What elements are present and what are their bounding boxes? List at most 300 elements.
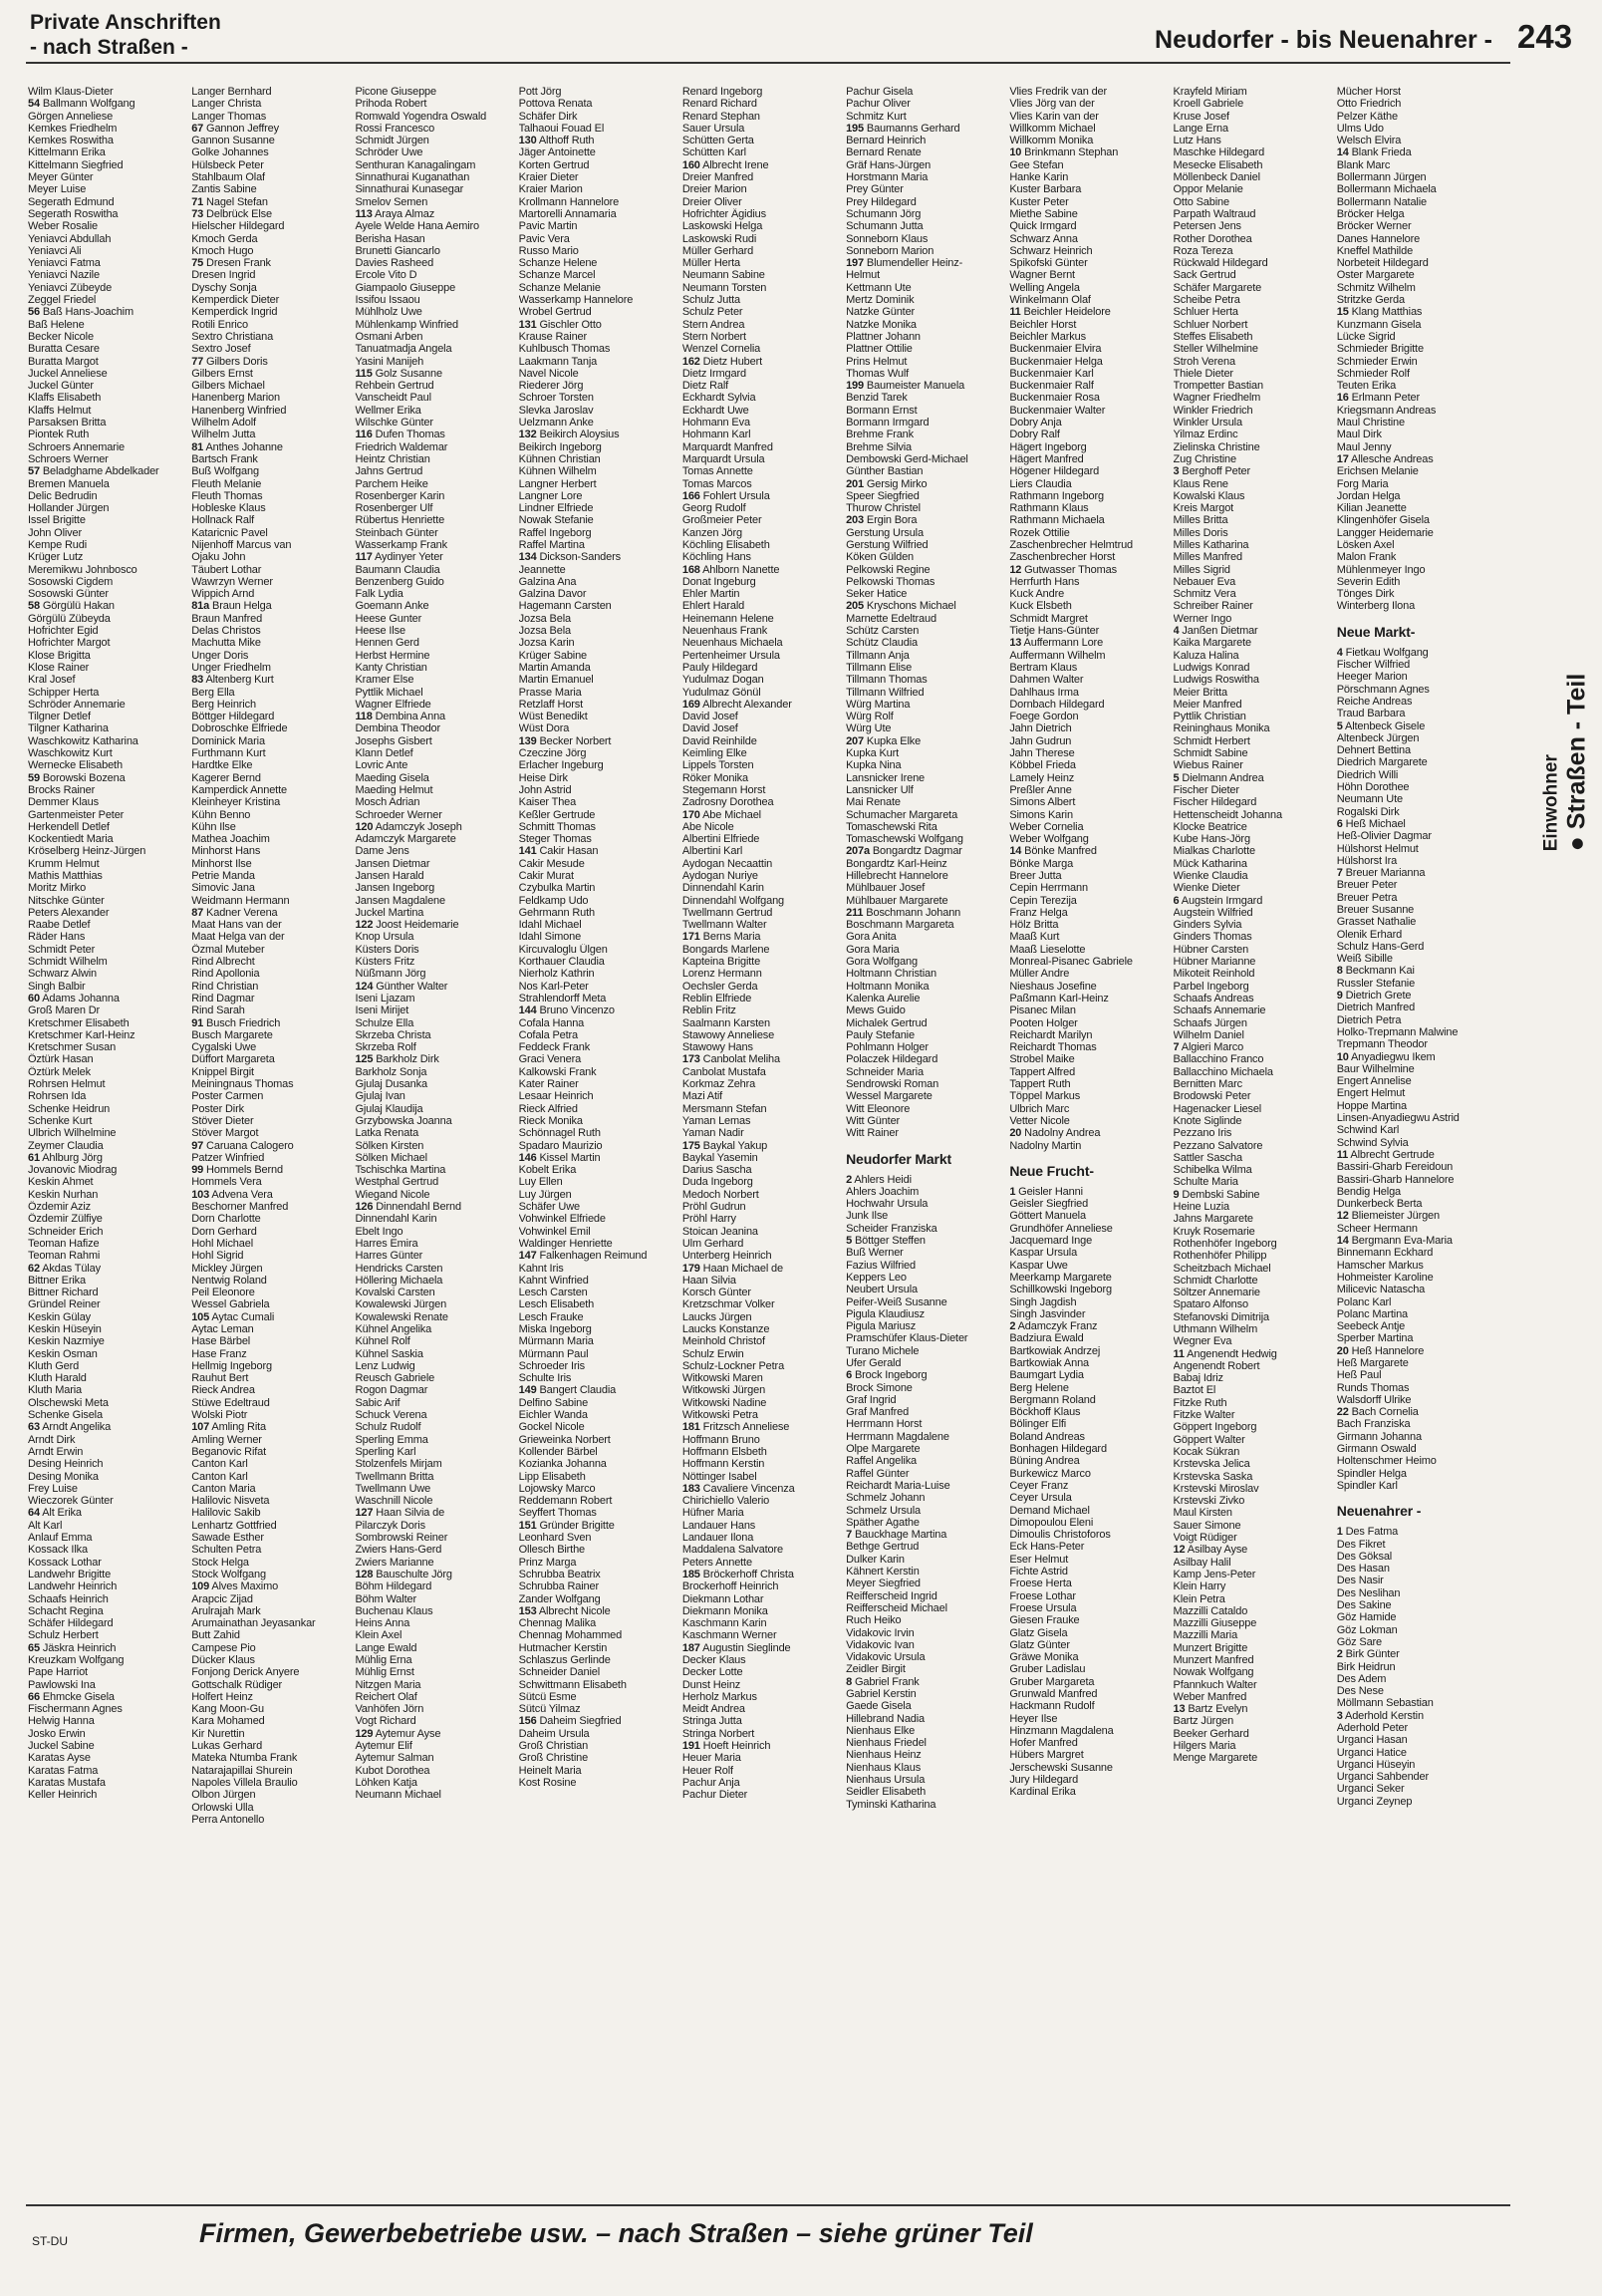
resident-entry: Bernitten Marc — [1173, 1078, 1242, 1091]
resident-entry: Gehrmann Ruth — [518, 906, 595, 919]
resident-entry: Kube Hans-Jörg — [1173, 833, 1250, 846]
resident-entry: Landauer Ilona — [681, 1532, 754, 1545]
house-number: 134 — [518, 551, 537, 564]
resident-entry: Schmidt Jürgen — [355, 135, 429, 147]
resident-entry: Dietz Irmgard — [681, 367, 746, 380]
resident-entry: Diekmann Lothar — [681, 1592, 764, 1605]
resident-entry: Pawlowski Ina — [28, 1678, 96, 1691]
resident-entry: Mathea Joachim — [191, 833, 270, 846]
resident-entry: Ruch Heiko — [846, 1614, 902, 1627]
resident-entry: Parsaksen Britta — [28, 417, 107, 430]
resident-entry: Öztürk Melek — [28, 1065, 91, 1078]
resident-entry: Langer Thomas — [191, 110, 267, 123]
resident-entry: Keßler Gertrude — [518, 808, 596, 821]
resident-entry: Pooten Holger — [1009, 1016, 1078, 1029]
resident-entry: Vidakovic Irvin — [846, 1626, 915, 1639]
resident-entry: Hillebrand Nadia — [846, 1712, 926, 1725]
resident-entry: Wiebus Rainer — [1173, 759, 1243, 772]
resident-entry: Hohmann Karl — [681, 429, 751, 441]
resident-entry: Klocke Beatrice — [1173, 820, 1247, 833]
resident-entry: Böckhoff Klaus — [1009, 1406, 1081, 1419]
house-number: 54 — [28, 98, 40, 111]
resident-entry: Eck Hans-Peter — [1009, 1541, 1085, 1554]
resident-entry: Brehme Frank — [846, 429, 914, 441]
resident-entry: Wenzel Cornelia — [681, 343, 761, 356]
resident-entry: Hoffmann Kerstin — [681, 1458, 765, 1471]
resident-entry: Severin Edith — [1336, 575, 1401, 588]
resident-entry: Twellmann Uwe — [355, 1482, 431, 1495]
resident-entry: Meerkamp Margarete — [1009, 1271, 1112, 1284]
resident-entry: Stegemann Horst — [681, 783, 766, 796]
resident-entry: 107 Amling Rita — [191, 1421, 267, 1434]
resident-entry: Kneffel Mathilde — [1336, 244, 1414, 257]
resident-entry: Nitzgen Maria — [355, 1678, 421, 1691]
resident-entry: Mikoteit Reinhold — [1173, 968, 1255, 981]
resident-entry: Arndt Erwin — [28, 1445, 84, 1458]
resident-entry: Hanenberg Winfried — [191, 404, 287, 417]
resident-entry: Kamp Jens-Peter — [1173, 1568, 1256, 1580]
resident-entry: Vetter Nicole — [1009, 1114, 1070, 1127]
resident-entry: Nowak Wolfgang — [1173, 1666, 1254, 1679]
resident-entry: Menge Margarete — [1173, 1752, 1258, 1765]
house-number: 11 — [1336, 1148, 1349, 1161]
resident-entry: Keller Heinrich — [28, 1789, 98, 1802]
resident-entry: Korkmaz Zehra — [681, 1078, 756, 1091]
resident-entry: Pelzer Käthe — [1336, 110, 1398, 123]
resident-entry: Ehlert Harald — [681, 600, 745, 613]
resident-entry: Seebeck Antje — [1336, 1320, 1406, 1333]
resident-entry: Krstevska Jelica — [1173, 1458, 1250, 1471]
resident-entry: Twellmann Walter — [681, 919, 767, 932]
resident-entry: Keimling Elke — [681, 747, 747, 760]
street-heading: Neuenahrer - — [1336, 1503, 1422, 1520]
resident-entry: Peters Alexander — [28, 906, 110, 919]
resident-entry: Chennag Malika — [518, 1617, 597, 1630]
resident-entry: 4 Fietkau Wolfgang — [1336, 646, 1429, 659]
resident-entry: Kroell Gabriele — [1173, 98, 1244, 111]
resident-entry: Juckel Günter — [28, 380, 94, 393]
resident-entry: Schmidt Wilhelm — [28, 956, 108, 969]
resident-entry: Mertz Dominik — [846, 294, 915, 307]
resident-entry: Hommels Vera — [191, 1176, 262, 1189]
resident-entry: Bittner Erika — [28, 1274, 86, 1287]
resident-entry: Stroh Verena — [1173, 355, 1235, 368]
resident-entry: Witt Eleonore — [846, 1102, 911, 1115]
resident-entry: Oechsler Gerda — [681, 980, 758, 993]
resident-entry: Hamscher Markus — [1336, 1259, 1424, 1272]
resident-entry: Weber Manfred — [1173, 1690, 1247, 1703]
resident-entry: Jansen Dietmar — [355, 857, 430, 870]
resident-entry: Voigt Rüdiger — [1173, 1532, 1237, 1545]
resident-entry: Zeymer Claudia — [28, 1139, 104, 1152]
resident-entry: Kruyk Rosemarie — [1173, 1225, 1255, 1238]
resident-entry: Simons Albert — [1009, 796, 1076, 809]
resident-entry: Breuer Peter — [1336, 879, 1398, 892]
resident-entry: Gruber Margareta — [1009, 1675, 1095, 1688]
resident-entry: Lösken Axel — [1336, 538, 1395, 551]
resident-entry: Nöttinger Isabel — [681, 1470, 757, 1483]
resident-entry: Georg Rudolf — [681, 502, 746, 515]
resident-entry: Glatz Gisela — [1009, 1626, 1068, 1639]
resident-entry: Schroers Werner — [28, 452, 109, 465]
resident-entry: Hohmeister Karoline — [1336, 1271, 1434, 1284]
resident-entry: Schumann Jutta — [846, 220, 924, 233]
resident-entry: Fischer Wilfried — [1336, 659, 1411, 672]
resident-entry: 65 Jäskra Heinrich — [28, 1641, 117, 1654]
resident-entry: Ulm Gerhard — [681, 1237, 744, 1250]
resident-entry: Krstevski Miroslav — [1173, 1482, 1259, 1495]
resident-entry: Teoman Rahmi — [28, 1250, 101, 1263]
resident-entry: Schulz Peter — [681, 306, 743, 319]
house-number: 197 — [846, 257, 864, 270]
resident-entry: Saalmann Karsten — [681, 1016, 770, 1029]
house-number: 16 — [1336, 392, 1349, 405]
resident-entry: 97 Caruana Calogero — [191, 1139, 294, 1152]
resident-entry: Schumacher Margareta — [846, 808, 958, 821]
resident-entry: Gottschalk Rüdiger — [191, 1678, 283, 1691]
resident-entry: Trompetter Bastian — [1173, 380, 1263, 393]
resident-entry: Olschewski Meta — [28, 1396, 109, 1409]
resident-entry: Nos Karl-Peter — [518, 980, 589, 993]
resident-entry: Böhm Walter — [355, 1592, 416, 1605]
resident-entry: Böttger Hildegard — [191, 711, 275, 723]
resident-entry: Heß-Olivier Dagmar — [1336, 830, 1432, 843]
resident-entry: 175 Baykal Yakup — [681, 1139, 768, 1152]
resident-entry: Pottova Renata — [518, 98, 593, 111]
resident-entry: 162 Dietz Hubert — [681, 355, 763, 368]
resident-entry: Schluer Herta — [1173, 306, 1238, 319]
resident-entry: Alt Karl — [28, 1519, 63, 1532]
resident-entry: Büning Andrea — [1009, 1455, 1080, 1468]
resident-entry: Langner Lore — [518, 489, 583, 502]
resident-entry: Lansnicker Irene — [846, 771, 926, 784]
resident-entry: Rückwald Hildegard — [1173, 257, 1268, 270]
resident-entry: Singh Jasvinder — [1009, 1307, 1086, 1320]
resident-entry: Jahn Therese — [1009, 747, 1075, 760]
resident-entry: Raabe Detlef — [28, 919, 91, 932]
resident-entry: Hofer Manfred — [1009, 1737, 1078, 1750]
resident-entry: Ceyer Ursula — [1009, 1492, 1072, 1505]
resident-entry: Mühlbauer Margarete — [846, 894, 948, 907]
resident-entry: 149 Bangert Claudia — [518, 1384, 617, 1397]
resident-entry: Heeger Marion — [1336, 671, 1408, 684]
resident-entry: Wagner Friedhelm — [1173, 392, 1261, 405]
resident-entry: 7 Breuer Marianna — [1336, 867, 1426, 880]
resident-entry: Kater Rainer — [518, 1078, 579, 1091]
resident-entry: Cofala Petra — [518, 1028, 579, 1041]
resident-entry: Bartz Jürgen — [1173, 1715, 1234, 1728]
resident-entry: Helmut — [846, 269, 881, 282]
resident-entry: Sabic Arif — [355, 1396, 400, 1409]
resident-entry: Krayfeld Miriam — [1173, 86, 1247, 98]
resident-entry: Maul Christine — [1336, 417, 1405, 430]
resident-entry: Oster Margarete — [1336, 269, 1415, 282]
resident-entry: Zaschenbrecher Helmtrud — [1009, 538, 1134, 551]
resident-entry: Meyer Siegfried — [846, 1578, 921, 1590]
resident-entry: Rieck Alfried — [518, 1102, 578, 1115]
resident-entry: Machutta Mike — [191, 637, 261, 650]
resident-entry: Holko-Trepmann Malwine — [1336, 1025, 1459, 1038]
resident-entry: Heß Paul — [1336, 1369, 1382, 1382]
resident-entry: Dobry Anja — [1009, 417, 1062, 430]
resident-entry: Martin Emanuel — [518, 674, 594, 687]
resident-entry: Rothenhöfer Philipp — [1173, 1250, 1267, 1263]
resident-entry: Chirichiello Valerio — [681, 1495, 770, 1508]
resident-entry: Quick Irmgard — [1009, 220, 1077, 233]
resident-entry: Graf Manfred — [846, 1406, 910, 1419]
house-number: 6 — [846, 1369, 853, 1382]
resident-entry: Kühn Ilse — [191, 820, 236, 833]
resident-entry: David Josef — [681, 711, 738, 723]
resident-entry: Sattler Sascha — [1173, 1151, 1242, 1164]
resident-entry: Butt Zahid — [191, 1629, 240, 1642]
resident-entry: Erichsen Melanie — [1336, 465, 1419, 478]
resident-entry: Jansen Ingeborg — [355, 882, 435, 895]
resident-entry: Kähnert Kerstin — [846, 1566, 920, 1578]
resident-entry: Höllering Michaela — [355, 1274, 443, 1287]
house-number: 117 — [355, 551, 373, 564]
resident-entry: Kaschmann Werner — [681, 1629, 777, 1642]
resident-entry: Otto Sabine — [1173, 195, 1229, 208]
resident-entry: Navel Nicole — [518, 367, 579, 380]
resident-entry: Schmieder Brigitte — [1336, 343, 1424, 356]
house-number: 162 — [681, 355, 700, 368]
resident-entry: Schrubba Beatrix — [518, 1568, 601, 1580]
resident-entry: Juckel Martina — [355, 906, 424, 919]
resident-entry: Heinemann Helene — [681, 612, 774, 625]
resident-entry: Bongardtz Karl-Heinz — [846, 857, 947, 870]
resident-entry: Uthmann Wilhelm — [1173, 1322, 1258, 1335]
resident-entry: Pigula Klaudiusz — [846, 1307, 926, 1320]
resident-entry: 9 Dietrich Grete — [1336, 990, 1412, 1003]
resident-entry: Witt Rainer — [846, 1127, 899, 1140]
resident-entry: David Reinhilde — [681, 734, 757, 747]
resident-entry: Wienke Dieter — [1173, 882, 1240, 895]
resident-entry: Leonhard Sven — [518, 1532, 592, 1545]
listing-column — [519, 86, 680, 2198]
resident-entry: Bassiri-Gharb Fereidoun — [1336, 1161, 1454, 1174]
resident-entry: Grieweinka Norbert — [518, 1433, 611, 1446]
resident-entry: Feldkamp Udo — [518, 894, 589, 907]
resident-entry: 168 Ahlborn Nanette — [681, 563, 780, 576]
house-number: 171 — [681, 931, 700, 944]
resident-entry: Göttert Manuela — [1009, 1210, 1086, 1223]
resident-entry: Mürmann Maria — [518, 1335, 594, 1348]
resident-entry: Sauer Simone — [1173, 1519, 1241, 1532]
resident-entry: Wilschke Günter — [355, 417, 433, 430]
resident-entry: Schwittmann Elisabeth — [518, 1678, 627, 1691]
resident-entry: 60 Adams Johanna — [28, 992, 120, 1004]
house-number: 13 — [1009, 637, 1022, 650]
resident-entry: Schäfer Hildegard — [28, 1617, 114, 1630]
resident-entry: Hinzmann Magdalena — [1009, 1724, 1114, 1737]
resident-entry: 146 Kissel Martin — [518, 1151, 601, 1164]
resident-entry: Bergmann Roland — [1009, 1393, 1096, 1406]
resident-entry: 129 Aytemur Ayse — [355, 1727, 441, 1740]
resident-entry: Knote Siglinde — [1173, 1114, 1242, 1127]
resident-entry: Knop Ursula — [355, 931, 414, 944]
resident-entry: Welsch Elvira — [1336, 135, 1402, 147]
resident-entry: Helwig Hanna — [28, 1715, 95, 1728]
resident-entry: Schulz Rudolf — [355, 1421, 421, 1434]
resident-entry: Milles Britta — [1173, 514, 1228, 527]
side-tab-line2: ● Straßen - Teil — [1562, 673, 1591, 852]
resident-entry: John Oliver — [28, 526, 82, 539]
resident-entry: Polaczek Hildegard — [846, 1053, 938, 1066]
resident-entry: Schmidt Herbert — [1173, 734, 1250, 747]
resident-entry: Reusch Gabriele — [355, 1372, 435, 1385]
footer-note: Firmen, Gewerbebetriebe usw. – nach Straßen – siehe grüner Teil — [199, 2218, 1033, 2248]
resident-entry: Dimoulis Christoforos — [1009, 1529, 1111, 1542]
house-number: 6 — [1336, 817, 1343, 830]
resident-entry: Rohrsen Ida — [28, 1090, 87, 1103]
resident-entry: Ballacchino Michaela — [1173, 1065, 1273, 1078]
resident-entry: Langer Christa — [191, 98, 262, 111]
resident-entry: Mesecke Elisabeth — [1173, 158, 1263, 171]
resident-entry: Göz Lokman — [1336, 1623, 1398, 1636]
resident-entry: Yeniavci Fatma — [28, 257, 101, 270]
resident-entry: Hielscher Hildegard — [191, 220, 285, 233]
resident-entry: Dobroschke Elfriede — [191, 722, 288, 735]
resident-entry: 10 Brinkmann Stephan — [1009, 146, 1119, 159]
resident-entry: Möllmann Sebastian — [1336, 1697, 1434, 1710]
resident-entry: Kowalewski Jürgen — [355, 1298, 447, 1311]
resident-entry: Maul Jenny — [1336, 440, 1392, 453]
resident-entry: Winkler Friedrich — [1173, 404, 1253, 417]
resident-entry: 201 Gersig Mirko — [846, 477, 928, 490]
resident-entry: 185 Bröckerhoff Christa — [681, 1568, 794, 1580]
resident-entry: Wrobel Gertrud — [518, 306, 592, 319]
resident-entry: Zander Wolfgang — [518, 1592, 601, 1605]
resident-entry: Yudulmaz Dogan — [681, 674, 764, 687]
resident-entry: Reddemann Robert — [518, 1495, 613, 1508]
resident-entry: Rieck Monika — [518, 1114, 583, 1127]
house-number: 139 — [518, 734, 537, 747]
house-number: 185 — [681, 1568, 700, 1580]
resident-entry: Hutmacher Kerstin — [518, 1641, 608, 1654]
resident-entry: Vidakovic Ursula — [846, 1651, 926, 1664]
resident-entry: Schütten Gerta — [681, 135, 754, 147]
resident-entry: Laskowski Helga — [681, 220, 763, 233]
resident-entry: Eckhardt Sylvia — [681, 392, 756, 405]
resident-entry: Baykal Yasemin — [681, 1151, 758, 1164]
resident-entry: Kalenka Aurelie — [846, 992, 921, 1004]
house-number: 160 — [681, 158, 700, 171]
house-number: 61 — [28, 1151, 40, 1164]
resident-entry: Pachur Oliver — [846, 98, 911, 111]
resident-entry: Steger Thomas — [518, 833, 592, 846]
resident-entry: Asilbay Halil — [1173, 1556, 1231, 1569]
resident-entry: 211 Boschmann Johann — [846, 906, 961, 919]
house-number: 149 — [518, 1384, 537, 1397]
resident-entry: Sperling Karl — [355, 1445, 416, 1458]
resident-entry: Becker Nicole — [28, 330, 94, 343]
resident-entry: Baumgart Lydia — [1009, 1369, 1084, 1382]
resident-entry: Günther Bastian — [846, 465, 924, 478]
resident-entry: Rehbein Gertrud — [355, 380, 434, 393]
resident-entry: Cakir Mesude — [518, 857, 585, 870]
resident-entry: Forg Maria — [1336, 477, 1389, 490]
resident-entry: Harres Günter — [355, 1250, 423, 1263]
resident-entry: 63 Arndt Angelika — [28, 1421, 112, 1434]
resident-entry: Friedrich Waldemar — [355, 440, 448, 453]
resident-entry: Zwiers Hans-Gerd — [355, 1544, 442, 1557]
resident-entry: Dücker Klaus — [191, 1654, 255, 1666]
resident-entry: Jäger Antoinette — [518, 146, 596, 159]
resident-entry: Spadaro Maurizio — [518, 1139, 603, 1152]
resident-entry: 61 Ahlburg Jörg — [28, 1151, 103, 1164]
resident-entry: Schaafs Jürgen — [1173, 1016, 1247, 1029]
resident-entry: 144 Bruno Vincenzo — [518, 1004, 615, 1017]
resident-entry: Wilhelm Jutta — [191, 429, 256, 441]
resident-entry: Hagemann Carsten — [518, 600, 612, 613]
resident-entry: Krstevski Zivko — [1173, 1495, 1245, 1508]
resident-entry: Munzert Brigitte — [1173, 1641, 1248, 1654]
resident-entry: Wasserkamp Hannelore — [518, 294, 634, 307]
resident-entry: Orlowski Ulla — [191, 1801, 254, 1814]
resident-entry: Furthmann Kurt — [191, 747, 266, 760]
resident-entry: Stringa Norbert — [681, 1727, 755, 1740]
resident-entry: Frey Luise — [28, 1482, 78, 1495]
resident-entry: Dobry Ralf — [1009, 429, 1060, 441]
resident-entry: 105 Aytac Cumali — [191, 1310, 275, 1323]
resident-entry: Krüger Lutz — [28, 551, 84, 564]
resident-entry: Maaß Kurt — [1009, 931, 1060, 944]
resident-entry: Beganovic Rifat — [191, 1445, 267, 1458]
resident-entry: Lindner Elfriede — [518, 502, 594, 515]
resident-entry: Hofrichter Ägidius — [681, 207, 766, 220]
resident-entry: Röker Monika — [681, 771, 748, 784]
resident-entry: 126 Dinnendahl Bernd — [355, 1201, 461, 1214]
resident-entry: Froese Lothar — [1009, 1589, 1076, 1602]
resident-entry: Fonjong Derick Anyere — [191, 1666, 300, 1679]
resident-entry: Kretschmer Susan — [28, 1041, 117, 1054]
house-number: 63 — [28, 1421, 40, 1434]
house-number: 130 — [518, 135, 537, 147]
resident-entry: Schulz Erwin — [681, 1347, 744, 1360]
resident-entry: Giesen Frauke — [1009, 1614, 1080, 1627]
resident-entry: Hackmann Rudolf — [1009, 1700, 1095, 1713]
resident-entry: Kettmann Ute — [846, 281, 912, 294]
resident-entry: Canton Maria — [191, 1482, 256, 1495]
resident-entry: Martin Amanda — [518, 661, 591, 674]
resident-entry: Monreal-Pisanec Gabriele — [1009, 956, 1133, 969]
resident-entry: 6 Augstein Irmgard — [1173, 894, 1263, 907]
resident-entry: Arumainathan Jeyasankar — [191, 1617, 316, 1630]
resident-entry: Albertini Karl — [681, 845, 743, 858]
resident-entry: Dresen Ingrid — [191, 269, 256, 282]
resident-entry: 160 Albrecht Irene — [681, 158, 769, 171]
resident-entry: 7 Bauckhage Martina — [846, 1529, 947, 1542]
resident-entry: Schlaszus Gerlinde — [518, 1654, 611, 1666]
house-number: 116 — [355, 429, 373, 441]
resident-entry: Dinnendahl Karin — [681, 882, 764, 895]
resident-entry: Schäfer Uwe — [518, 1201, 580, 1214]
resident-entry: Schenke Heidrun — [28, 1102, 111, 1115]
resident-entry: 118 Dembina Anna — [355, 711, 446, 723]
resident-entry: Stolzenfels Mirjam — [355, 1458, 442, 1471]
resident-entry: Kahnt Winfried — [518, 1274, 589, 1287]
listing-column — [682, 86, 844, 2198]
resident-entry: 203 Ergin Bora — [846, 514, 918, 527]
resident-entry: Würg Martina — [846, 698, 911, 711]
resident-entry: Öztürk Hasan — [28, 1053, 94, 1066]
house-number: 77 — [191, 355, 204, 368]
resident-entry: Kovalski Carsten — [355, 1287, 435, 1299]
resident-entry: Mathis Matthias — [28, 870, 103, 882]
resident-entry: Smelov Semen — [355, 195, 428, 208]
resident-entry: Kleinheyer Kristina — [191, 796, 281, 809]
